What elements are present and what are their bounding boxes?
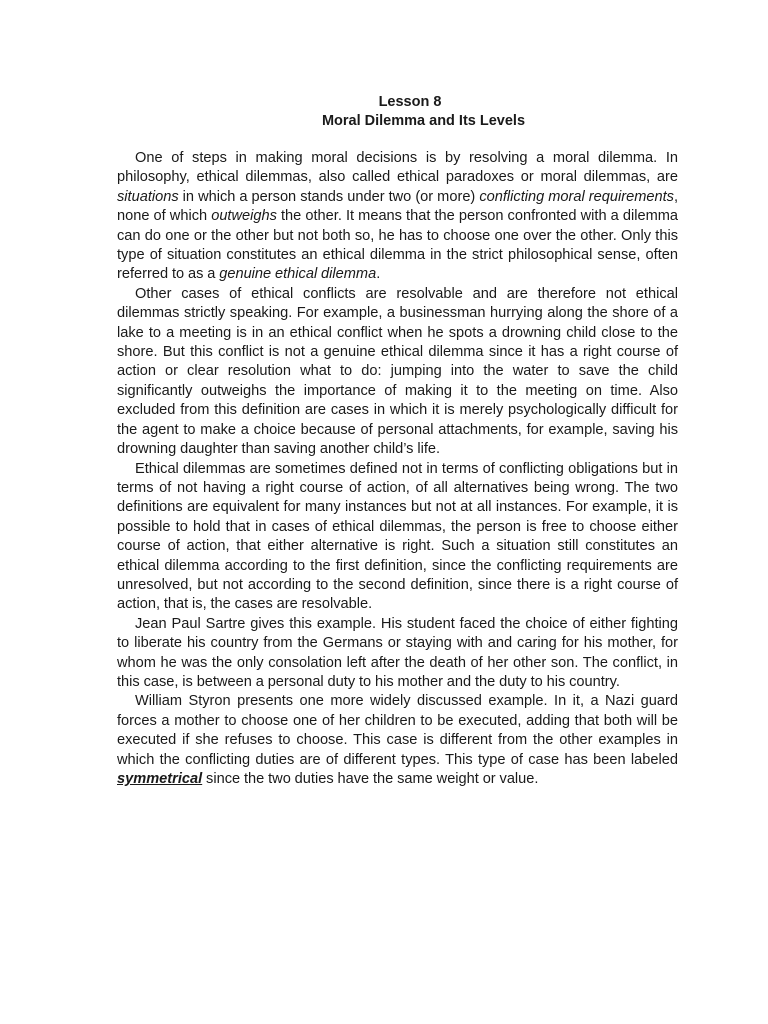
p5-text-2: since the two duties have the same weight or value.	[202, 771, 539, 787]
lesson-label: Lesson 8	[378, 94, 442, 110]
document-page	[117, 93, 678, 789]
paragraph-3: Ethical dilemmas are sometimes defined not in terms of conflicting obligations but in terms of not having a right course of action, of all alternatives being wrong. The two definitions are equivalent for many instances but not at all instances. For example, it is possible to hold that in cases of ethical dilemmas, the person is free to choose either course of action, that either alternative is right. Such a situation still constitutes an ethical dilemma according to the first definition, since the conflicting requirements are unresolved, but not according to the second definition, since there is a right course of action, that is, the cases are resolvable.	[117, 460, 678, 613]
p1-emphasis-2: conflicting moral requirements	[479, 188, 674, 205]
p1-text-4: the other. It means that the person confronted with a dilemma can do one or the other but not both so, he has to choose one over the other. Only this type of situation constitutes an ethical dilemma in the strict philosophical sense, often referred to as a	[117, 208, 678, 283]
page-title: Moral Dilemma and Its Levels	[321, 113, 526, 129]
p1-text-2: in which a person stands under two (or more)	[178, 188, 480, 205]
paragraph-2: Other cases of ethical conflicts are resolvable and are therefore not ethical dilemmas strictly speaking. For example, a businessman hurrying along the shore of a lake to a meeting is in an ethical conflict when he spots a drowning child close to the shore. But this conflict is not a genuine ethical dilemma since it has a right course of action or clear resolution what to do: jumping into the water to save the child significantly outweighs the importance of making it to the meeting on time. Also excluded from this definition are cases in which it is merely psychologically difficult for the agent to make a choice because of personal attachments, for example, saving his drowning daughter than saving another child’s life.	[117, 285, 678, 458]
p1-emphasis-4: genuine ethical dilemma	[219, 266, 377, 283]
paragraph-1	[117, 149, 678, 285]
p1-emphasis-3: outweighs	[211, 208, 277, 225]
p5-bold-term: symmetrical	[117, 771, 203, 787]
p1-text-5: .	[376, 266, 381, 283]
paragraph-5	[117, 692, 678, 789]
p5-text-1: William Styron presents one more widely discussed example. In it, a Nazi guard forces a mother to choose one of her children to be executed, adding that both will be executed if she refuses to choose. This case is different from the other examples in which the conflicting duties are of different types. This type of case has been labeled	[117, 693, 678, 768]
p1-text-1: One of steps in making moral decisions is by resolving a moral dilemma. In philosophy, ethical dilemmas, also called ethical paradoxes or moral dilemmas, are	[117, 150, 678, 186]
p1-text-3: , none of which	[117, 188, 679, 225]
p5-bold-emphasis	[117, 771, 202, 787]
p1-emphasis-1: situations	[117, 188, 179, 205]
paragraph-4: Jean Paul Sartre gives this example. His student faced the choice of either fighting to liberate his country from the Germans or staying with and caring for his mother, for whom he was the only consolation left after the death of her other son. The conflict, in this case, is between a personal duty to his mother and the duty to his country.	[117, 615, 678, 690]
